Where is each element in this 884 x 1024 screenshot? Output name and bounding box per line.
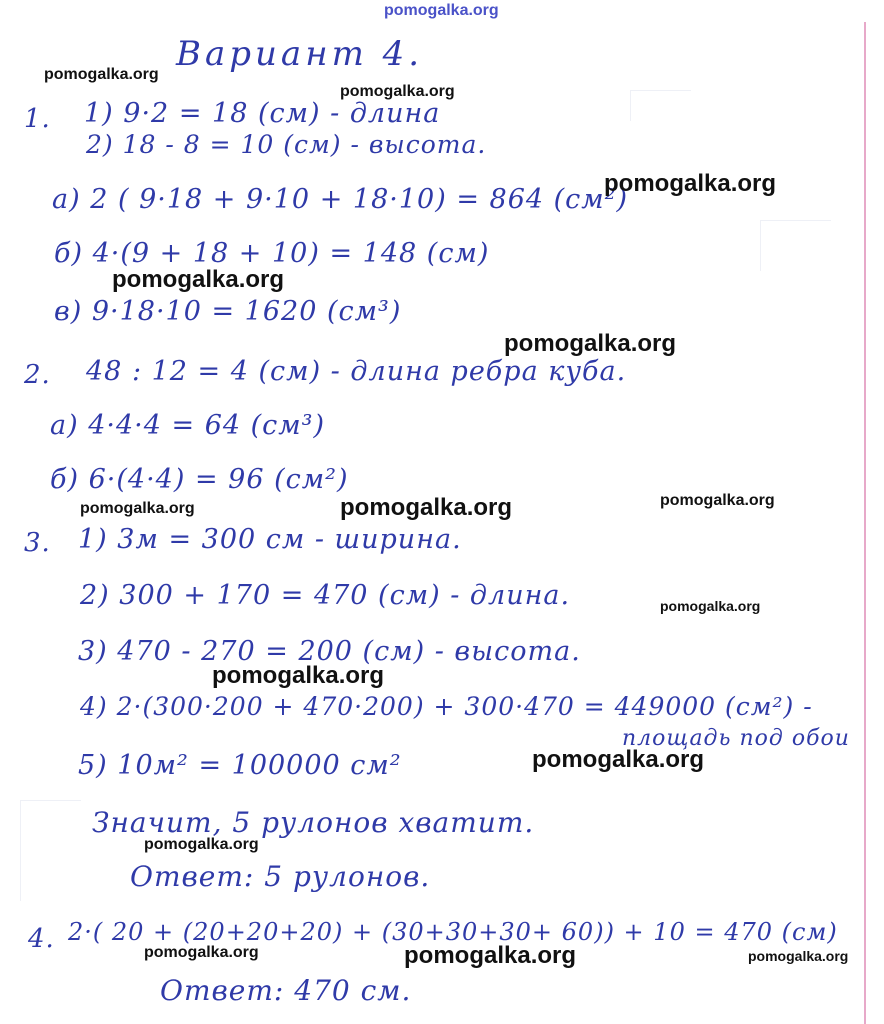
task3-conclusion: Значит, 5 рулонов хватит. (92, 806, 535, 839)
task2-a: а) 4·4·4 = 64 (см³) (50, 410, 326, 441)
task3-line4: 4) 2·(300·200 + 470·200) + 300·470 = 449000 (см²) - (80, 692, 813, 721)
task4-answer: Ответ: 470 см. (160, 974, 412, 1007)
task1-number: 1. (24, 104, 51, 134)
watermark: pomogalka.org (404, 942, 577, 969)
task2-b: б) 6·(4·4) = 96 (см²) (50, 464, 349, 495)
watermark: pomogalka.org (340, 494, 513, 521)
task3-line1: 1) 3м = 300 см - ширина. (78, 524, 462, 555)
watermark: pomogalka.org (660, 598, 761, 614)
task1-v: в) 9·18·10 = 1620 (см³) (54, 296, 402, 327)
task3-line5: 5) 10м² = 100000 см² (78, 750, 402, 781)
task1-a: а) 2 ( 9·18 + 9·10 + 18·10) = 864 (см²) (52, 184, 629, 215)
watermark: pomogalka.org (144, 944, 259, 961)
variant-title: Вариант 4. (176, 34, 424, 74)
watermark: pomogalka.org (532, 746, 705, 773)
task2-number: 2. (24, 360, 51, 390)
task1-b: б) 4·(9 + 18 + 10) = 148 (см) (54, 238, 490, 269)
watermark: pomogalka.org (604, 170, 777, 197)
task3-number: 3. (24, 528, 51, 558)
faint-grid-mark (630, 90, 691, 121)
watermark: pomogalka.org (212, 662, 385, 689)
task2-line1: 48 : 12 = 4 (см) - длина ребра куба. (86, 356, 627, 387)
faint-grid-mark (20, 800, 81, 901)
faint-grid-mark (760, 220, 831, 271)
watermark: pomogalka.org (80, 500, 195, 517)
task3-line3: 3) 470 - 270 = 200 (см) - высота. (78, 636, 581, 667)
watermark: pomogalka.org (144, 836, 259, 853)
watermark: pomogalka.org (504, 330, 677, 357)
watermark: pomogalka.org (340, 83, 455, 100)
watermark: pomogalka.org (112, 266, 285, 293)
task3-answer: Ответ: 5 рулонов. (130, 860, 431, 893)
task4-number: 4. (28, 924, 55, 954)
task3-line4b: площадь под обои (622, 726, 850, 751)
watermark: pomogalka.org (44, 66, 159, 83)
task1-line1: 1) 9·2 = 18 (см) - длина (84, 98, 441, 129)
watermark: pomogalka.org (384, 2, 499, 19)
task3-line2: 2) 300 + 170 = 470 (см) - длина. (80, 580, 571, 611)
task1-line2: 2) 18 - 8 = 10 (см) - высота. (86, 130, 487, 159)
margin-line (864, 22, 866, 1024)
task4-line1: 2·( 20 + (20+20+20) + (30+30+30+ 60)) + 10 = 470 (см) (68, 918, 838, 946)
watermark: pomogalka.org (660, 492, 775, 509)
watermark: pomogalka.org (748, 948, 849, 964)
